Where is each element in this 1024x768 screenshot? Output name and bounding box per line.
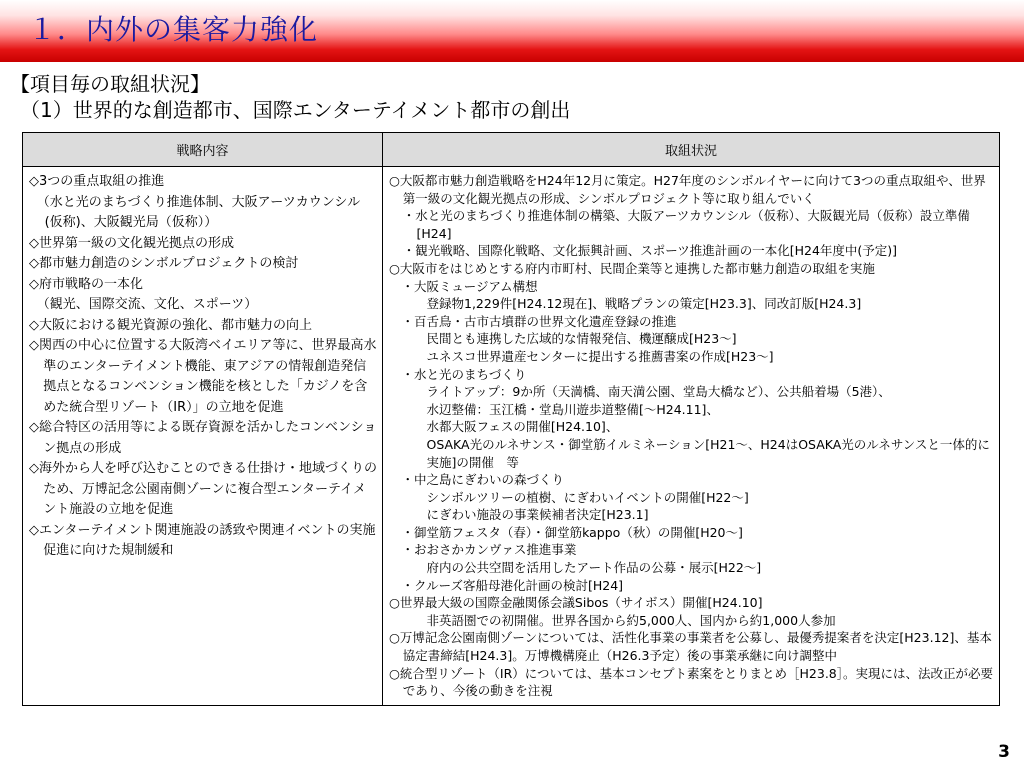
strategy-item: ◇大阪における観光資源の強化、都市魅力の向上	[29, 317, 312, 333]
strategy-item: ◇世界第一級の文化観光拠点の形成	[29, 235, 234, 251]
status-item: 非英語圏での初開催。世界各国から約5,000人、国内から約1,000人参加	[426, 612, 836, 628]
status-item: ライトアップ：9か所（天満橋、南天満公園、堂島大橋など）、公共船着場（5港）、	[426, 384, 891, 400]
status-item: 府内の公共空間を活用したアート作品の公募・展示[H22～]	[426, 560, 762, 576]
strategy-item: ◇総合特区の活用等による既存資源を活かしたコンベンション拠点の形成	[29, 420, 377, 456]
strategy-item: ◇関西の中心に位置する大阪湾ベイエリア等に、世界最高水準のエンターテイメント機能、東アジアの情報創造発信拠点となるコンベンション機能を核とした「カジノを含めた統合型リゾート（IR）」の立地を促進	[29, 338, 377, 415]
table-header-row	[23, 133, 1000, 167]
page-title: １．内外の集客力強化	[28, 13, 319, 46]
status-item: 水都大阪フェスの開催[H24.10]、	[426, 419, 619, 435]
column-header-status: 取組状況	[383, 133, 1000, 167]
strategy-item: ◇エンターテイメント関連施設の誘致や関連イベントの実施促進に向けた規制緩和	[29, 522, 376, 558]
strategy-item: ◇海外から人を呼び込むことのできる仕掛け・地域づくりのため、万博記念公園南側ゾーンに複合型エンターテイメント施設の立地を促進	[29, 461, 377, 517]
page-number: 3	[998, 742, 1010, 762]
status-item: ・百舌鳥・古市古墳群の世界文化遺産登録の推進	[401, 313, 677, 329]
column-header-strategy: 戦略内容	[23, 133, 383, 167]
status-item: ・観光戦略、国際化戦略、文化振興計画、スポーツ推進計画の一本化[H24年度中(予定)]	[402, 243, 898, 259]
section-title: 【項目毎の取組状況】	[10, 72, 210, 96]
status-item: ・御堂筋フェスタ（春）・御堂筋kappo（秋）の開催[H20～]	[401, 524, 743, 540]
status-item: 水辺整備：玉江橋・堂島川遊歩道整備[～H24.11]、	[426, 401, 719, 417]
status-item: ユネスコ世界遺産センターに提出する推薦書案の作成[H23～]	[426, 348, 774, 364]
table-row	[23, 167, 1000, 706]
strategy-item: （観光、国際交流、文化、スポーツ）	[36, 297, 258, 312]
status-item: ・大阪ミュージアム構想	[401, 278, 538, 294]
strategy-cell	[23, 167, 383, 706]
status-item: OSAKA光のルネサンス・御堂筋イルミネーション[H21～、H24はOSAKA光のルネサンスと一体的に実施]の開催 等	[426, 436, 990, 470]
status-item: 登録物1,229件[H24.12現在]、戦略プランの策定[H23.3]、同改訂版[H24.3]	[426, 296, 862, 312]
strategy-item: ◇都市魅力創造のシンボルプロジェクトの検討	[29, 256, 299, 271]
status-item: ○大阪市をはじめとする府内市町村、民間企業等と連携した都市魅力創造の取組を実施	[389, 260, 875, 276]
subsection-title: （1）世界的な創造都市、国際エンターテイメント都市の創出	[20, 98, 571, 122]
status-item: ○万博記念公園南側ゾーンについては、活性化事業の事業者を公募し、最優秀提案者を決定[H23.12]、基本協定書締結[H24.3]。万博機構廃止（H26.3予定）後の事業承継に向け調整中	[389, 630, 992, 664]
status-item: ・おおさかカンヴァス推進事業	[401, 542, 577, 558]
strategy-item: ◇府市戦略の一本化	[29, 276, 143, 292]
status-item: 民間とも連携した広域的な情報発信、機運醸成[H23～]	[426, 331, 737, 347]
status-item: ・水と光のまちづくり推進体制の構築、大阪アーツカウンシル（仮称）、大阪観光局（仮称）設立準備[H24]	[402, 208, 970, 241]
strategy-item: ◇3つの重点取組の推進	[29, 174, 165, 189]
status-item: シンボルツリーの植樹、にぎわいイベントの開催[H22～]	[426, 489, 749, 505]
strategy-table	[22, 132, 1000, 706]
status-item: ・クルーズ客船母港化計画の検討[H24]	[401, 577, 624, 593]
status-item: ○統合型リゾート（IR）については、基本コンセプト素案をとりまとめ［H23.8］。実現には、法改正が必要であり、今後の動きを注視	[389, 665, 994, 699]
status-item: ・中之島にぎわいの森づくり	[401, 472, 565, 488]
status-item: にぎわい施設の事業候補者決定[H23.1]	[426, 507, 649, 523]
strategy-item: （水と光のまちづくり推進体制、大阪アーツカウンシル(仮称)、大阪観光局（仮称））	[36, 194, 361, 230]
status-cell	[383, 167, 1000, 706]
status-item: ・水と光のまちづくり	[401, 366, 527, 382]
status-item: ○大阪都市魅力創造戦略をH24年12月に策定。H27年度のシンボルイヤーに向けて3つの重点取組や、世界第一級の文化観光拠点の形成、シンボルプロジェクト等に取り組んでいく	[389, 173, 986, 206]
status-item: ○世界最大級の国際金融関係会議Sibos（サイボス）開催[H24.10]	[389, 595, 763, 611]
